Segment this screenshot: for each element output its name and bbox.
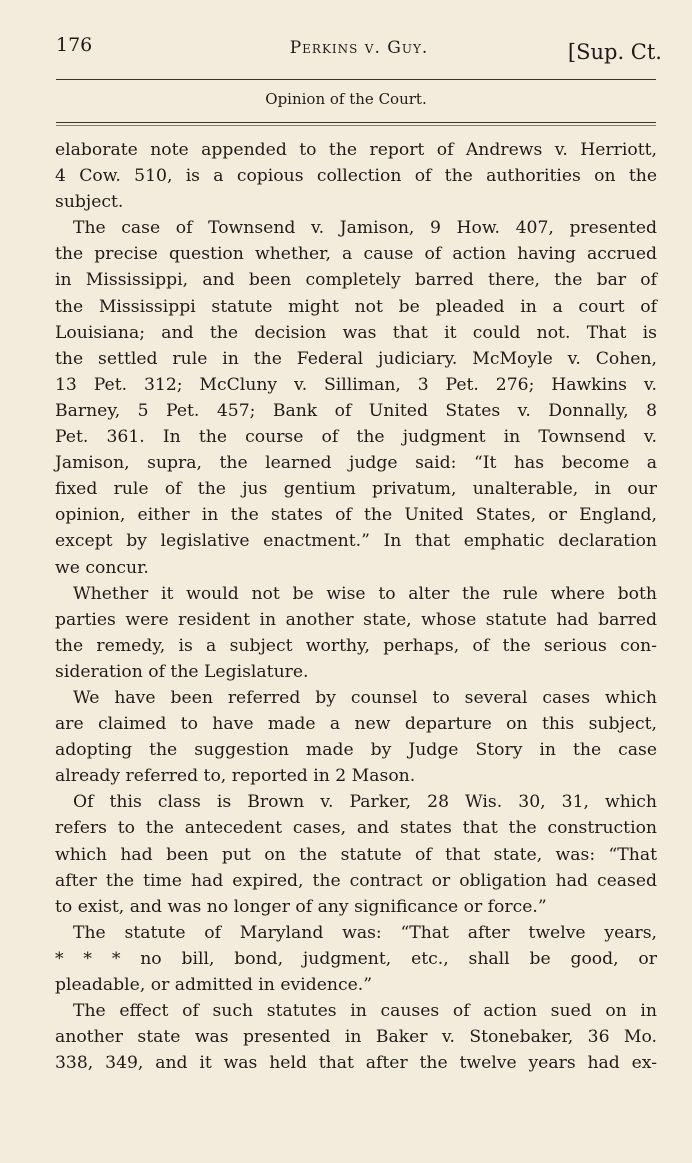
text-line: already referred to, reported in 2 Mason. (55, 766, 416, 787)
section-subheader: Opinion of the Court. (265, 90, 427, 108)
text-line: Louisiana; and the decision was that it could not. That is (55, 322, 657, 343)
text-line: Jamison, supra, the learned judge said: “It has become a (55, 453, 657, 474)
text-line: 338, 349, and it was held that after the twelve years had ex- (55, 1053, 657, 1074)
text-line: elaborate note appended to the report of Andrews v. Herriott, (55, 140, 657, 160)
text-line: we concur. (55, 557, 149, 578)
header-rule (56, 79, 656, 80)
text-line: fixed rule of the jus gentium privatum, unalterable, in our (55, 479, 657, 500)
text-line: the settled rule in the Federal judiciary. McMoyle v. Cohen, (55, 348, 657, 369)
text-line: after the time had expired, the contract or obligation had ceased (55, 870, 657, 891)
text-line: Of this class is Brown v. Parker, 28 Wis. 30, 31, which (73, 792, 657, 813)
page-header (56, 32, 662, 72)
text-line: We have been referred by counsel to several cases which (73, 687, 657, 708)
text-line: The effect of such statutes in causes of action sued on in (73, 1001, 657, 1022)
text-line: pleadable, or admitted in evidence.” (55, 975, 372, 995)
text-line: opinion, either in the states of the United States, or England, (55, 505, 657, 526)
text-line: The statute of Maryland was: “That after twelve years, (73, 922, 657, 943)
running-title: Perkins v. Guy. (289, 38, 429, 58)
text-line: The case of Townsend v. Jamison, 9 How. 407, presented (73, 218, 657, 239)
text-line: which had been put on the statute of that state, was: “That (55, 844, 657, 865)
text-line: except by legislative enactment.” In that emphatic declaration (55, 531, 657, 552)
text-line: in Mississippi, and been completely barred there, the bar of (55, 270, 657, 291)
text-line: the remedy, is a subject worthy, perhaps, of the serious con- (55, 635, 657, 656)
text-line: are claimed to have made a new departure on this subject, (55, 714, 657, 735)
text-line: Pet. 361. In the course of the judgment in Townsend v. (55, 427, 657, 448)
text-line: subject. (55, 192, 124, 213)
text-line: 4 Cow. 510, is a copious collection of the authorities on the (55, 166, 657, 187)
subheader-rule (56, 122, 656, 123)
subheader-rule-double (56, 125, 656, 126)
text-line: Barney, 5 Pet. 457; Bank of United States v. Donnally, 8 (55, 400, 657, 421)
text-line: 13 Pet. 312; McCluny v. Silliman, 3 Pet. 276; Hawkins v. (55, 374, 657, 395)
court-label: [Sup. Ct. (567, 40, 662, 64)
body-text (55, 137, 657, 1076)
text-line: refers to the antecedent cases, and states that the construction (55, 818, 657, 839)
text-line: adopting the suggestion made by Judge Story in the case (55, 740, 657, 761)
text-line: the precise question whether, a cause of action having accrued (55, 244, 657, 265)
text-line: the Mississippi statute might not be pleaded in a court of (55, 296, 657, 317)
text-line: * * * no bill, bond, judgment, etc., shall be good, or (55, 948, 657, 969)
text-line: sideration of the Legislature. (55, 661, 309, 682)
text-line: parties were resident in another state, whose statute had barred (55, 609, 657, 630)
text-line: another state was presented in Baker v. Stonebaker, 36 Mo. (55, 1027, 657, 1048)
text-line: to exist, and was no longer of any significance or force.” (55, 896, 547, 917)
page-number: 176 (56, 34, 93, 56)
text-line: Whether it would not be wise to alter the rule where both (73, 583, 657, 604)
